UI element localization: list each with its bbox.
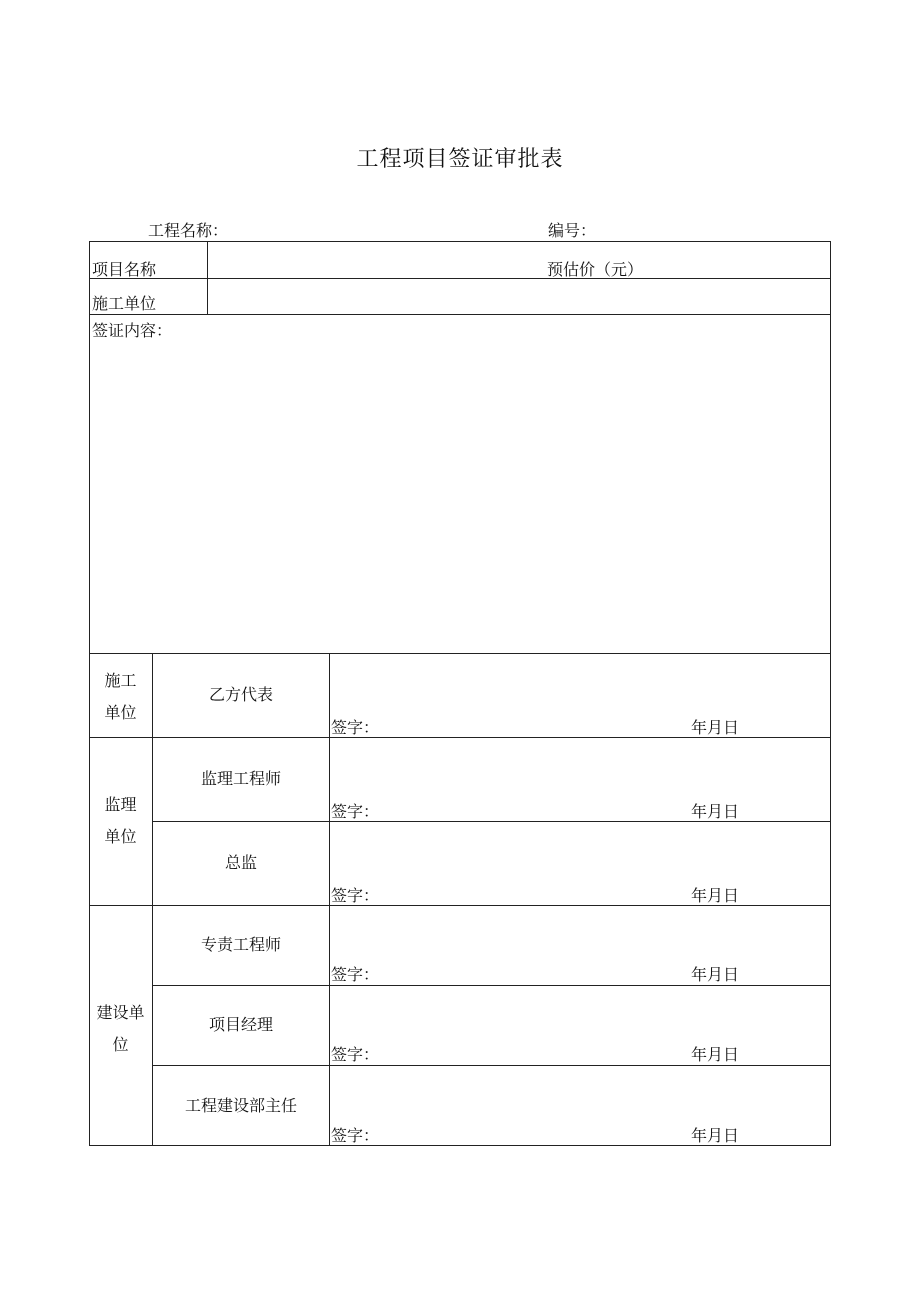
signature-field[interactable] xyxy=(331,906,829,984)
group-supervision-line-1: 监理 xyxy=(104,795,137,814)
date-label: 年月日 xyxy=(691,802,740,821)
signature-field[interactable] xyxy=(331,986,829,1064)
sign-label: 签字： xyxy=(331,1045,380,1064)
sign-label: 签字： xyxy=(331,1126,380,1145)
group-construction xyxy=(89,665,152,729)
item-name-field[interactable] xyxy=(209,242,539,278)
group-owner-line-1: 建设单 xyxy=(96,1003,145,1022)
date-label: 年月日 xyxy=(691,965,740,984)
content-field[interactable] xyxy=(93,341,827,651)
signature-field[interactable] xyxy=(331,822,829,904)
project-name-label: 工程名称： xyxy=(148,221,229,240)
group-owner-line-2: 位 xyxy=(112,1035,129,1054)
sign-label: 签字： xyxy=(331,718,380,737)
group-divider xyxy=(152,653,153,1146)
signature-field[interactable] xyxy=(331,654,829,736)
estimate-label: 预估价（元） xyxy=(547,260,644,279)
role-divider xyxy=(329,653,330,1146)
contractor-label: 施工单位 xyxy=(92,294,157,313)
number-label: 编号： xyxy=(548,221,597,240)
role-label: 监理工程师 xyxy=(200,769,281,788)
signature-field[interactable] xyxy=(331,738,829,820)
group-construction-line-2: 单位 xyxy=(104,703,137,722)
content-label: 签证内容： xyxy=(92,321,173,340)
sign-label: 签字： xyxy=(331,802,380,821)
form-title: 工程项目签证审批表 xyxy=(356,147,564,172)
date-label: 年月日 xyxy=(691,718,740,737)
contractor-field[interactable] xyxy=(209,279,829,314)
group-supervision xyxy=(89,789,152,853)
role-label: 专责工程师 xyxy=(200,935,281,954)
group-supervision-line-2: 单位 xyxy=(104,827,137,846)
date-label: 年月日 xyxy=(691,886,740,905)
signature-field[interactable] xyxy=(331,1066,829,1145)
group-construction-line-1: 施工 xyxy=(104,671,137,690)
group-owner xyxy=(89,997,152,1061)
role-label: 总监 xyxy=(224,853,257,872)
role-label: 工程建设部主任 xyxy=(184,1096,297,1115)
role-label: 乙方代表 xyxy=(208,685,273,704)
sign-label: 签字： xyxy=(331,886,380,905)
role-label: 项目经理 xyxy=(208,1015,273,1034)
sign-label: 签字： xyxy=(331,965,380,984)
date-label: 年月日 xyxy=(691,1126,740,1145)
item-name-label: 项目名称 xyxy=(92,260,157,279)
date-label: 年月日 xyxy=(691,1045,740,1064)
